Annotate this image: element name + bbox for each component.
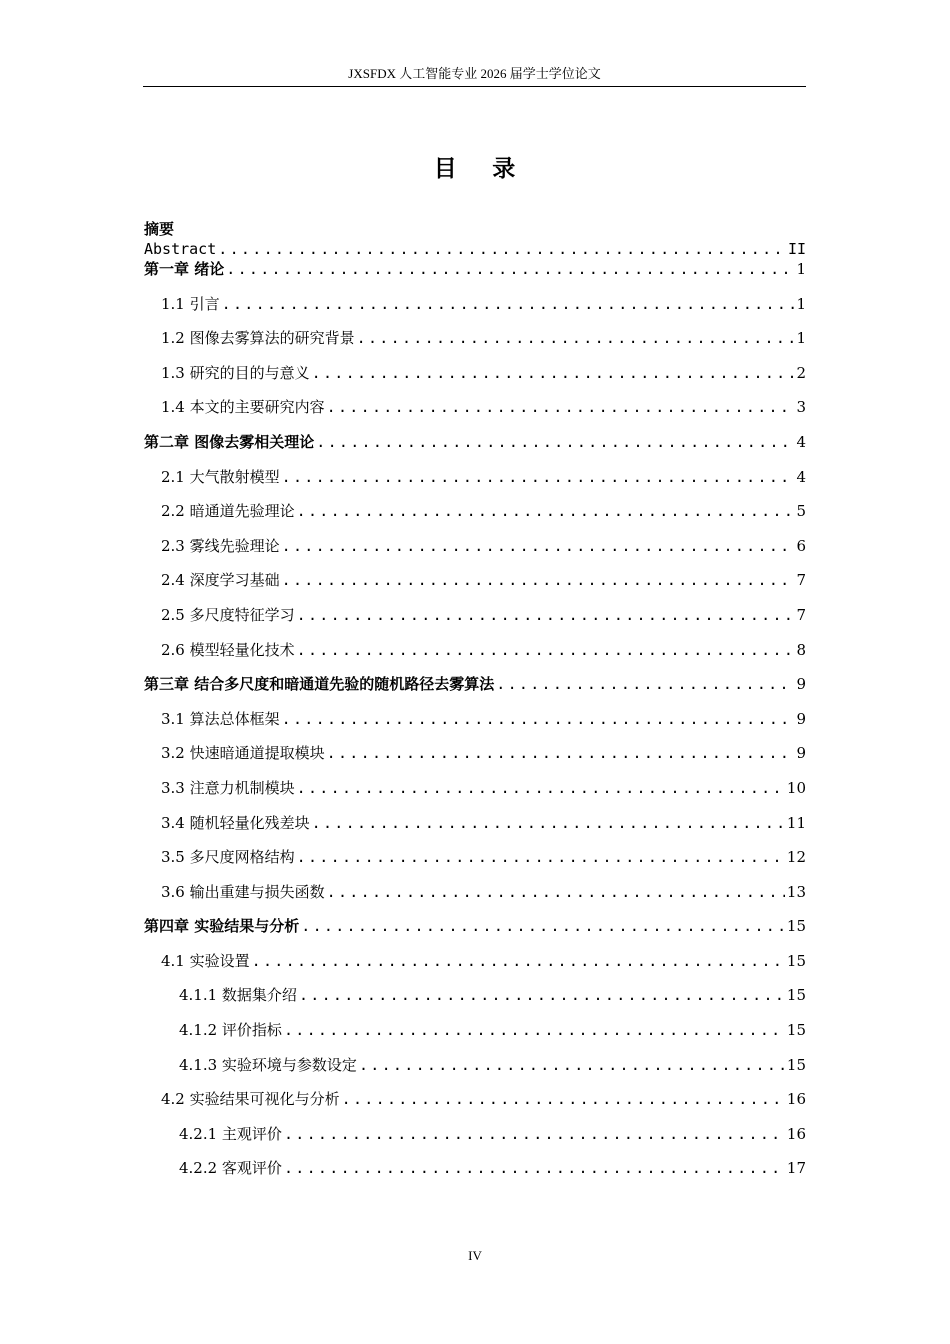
page-number: IV [468, 1248, 482, 1263]
toc-entry-page: 10 [786, 778, 806, 797]
toc-entry-page: 7 [796, 605, 806, 624]
toc-entry-title: 4.1.1 数据集介绍 [179, 986, 297, 1005]
toc-entry[interactable] [144, 1158, 806, 1193]
toc-entry[interactable] [144, 743, 806, 778]
toc-entry-title: 1.1 引言 [161, 294, 220, 313]
toc-entry[interactable] [144, 363, 806, 398]
toc-entry-title: 4.1.3 实验环境与参数设定 [179, 1055, 357, 1074]
running-header: JXSFDX 人工智能专业 2026 届学士学位论文 [348, 66, 601, 81]
toc-entry-page: 4 [796, 432, 806, 451]
toc-leader-dots [226, 259, 794, 279]
toc-entry-page: 16 [786, 1090, 806, 1109]
toc-entry[interactable] [144, 1020, 806, 1055]
toc-leader-dots [282, 709, 795, 729]
toc-leader-dots [327, 882, 785, 902]
toc-entry[interactable] [144, 219, 806, 239]
toc-entry-page: 1 [796, 329, 806, 348]
toc-entry-title: 2.2 暗通道先验理论 [161, 502, 295, 521]
toc-entry[interactable] [144, 536, 806, 571]
toc-leader-dots [218, 239, 786, 259]
toc-entry-title: 3.2 快速暗通道提取模块 [161, 744, 325, 763]
toc-entry-title: 4.1.2 评价指标 [179, 1021, 282, 1040]
toc-entry[interactable] [144, 985, 806, 1020]
toc-entry[interactable] [144, 813, 806, 848]
toc-entry-page: 9 [796, 744, 806, 763]
toc-entry[interactable] [144, 1089, 806, 1124]
toc-entry[interactable] [144, 674, 806, 709]
toc-entry-title: 4.2.1 主观评价 [179, 1124, 282, 1143]
toc-entry-title: 3.3 注意力机制模块 [161, 778, 295, 797]
toc-title: 目 录 [433, 156, 530, 182]
toc-entry[interactable] [144, 778, 806, 813]
toc-entry-page: 13 [786, 882, 806, 901]
toc-entry-page: 1 [796, 260, 806, 278]
toc-entry-page: 16 [786, 1124, 806, 1143]
toc-leader-dots [297, 847, 785, 867]
toc-entry-page: 11 [786, 813, 806, 832]
toc-leader-dots [312, 363, 795, 383]
toc-leader-dots [316, 432, 794, 452]
toc-entry-title: 第四章 实验结果与分析 [144, 917, 300, 936]
toc-leader-dots [282, 570, 795, 590]
toc-entry[interactable] [144, 1124, 806, 1159]
toc-entry[interactable] [144, 432, 806, 467]
toc-entry-title: 1.4 本文的主要研究内容 [161, 398, 325, 417]
toc-entry-page: 2 [796, 363, 806, 382]
toc-leader-dots [327, 743, 795, 763]
toc-entry-page: 8 [796, 640, 806, 659]
toc-entry[interactable] [144, 605, 806, 640]
toc-leader-dots [284, 1158, 785, 1178]
toc-entry-title: Abstract [144, 240, 217, 258]
toc-entry-page: 15 [786, 1021, 806, 1040]
toc-entry[interactable] [144, 1055, 806, 1090]
toc-entry-title: 2.1 大气散射模型 [161, 467, 280, 486]
toc-entry-page: 6 [796, 536, 806, 555]
toc-leader-dots [284, 1020, 785, 1040]
toc-entry-title: 第二章 图像去雾相关理论 [144, 432, 315, 451]
toc-leader-dots [282, 536, 795, 556]
toc-entry-title: 第一章 绪论 [144, 260, 225, 278]
toc-leader-dots [301, 916, 785, 936]
toc-leader-dots [282, 467, 795, 487]
toc-entry-page: 15 [786, 986, 806, 1005]
toc-entry[interactable] [144, 570, 806, 605]
toc-entry-page: 15 [786, 1055, 806, 1074]
toc-entry[interactable] [144, 640, 806, 675]
toc-entry-page: 1 [796, 294, 806, 313]
toc-entry[interactable] [144, 882, 806, 917]
toc-entry-title: 4.2 实验结果可视化与分析 [161, 1090, 340, 1109]
toc-entry[interactable] [144, 467, 806, 502]
toc-entry[interactable] [144, 709, 806, 744]
toc-leader-dots [312, 813, 785, 833]
toc-entry[interactable] [144, 259, 806, 294]
toc-entry-page: 9 [796, 709, 806, 728]
toc-entry[interactable] [144, 847, 806, 882]
toc-leader-dots [222, 294, 795, 314]
toc-entry-title: 3.1 算法总体框架 [161, 709, 280, 728]
toc-leader-dots [297, 640, 795, 660]
toc-leader-dots [297, 778, 785, 798]
table-of-contents [144, 219, 806, 1193]
toc-entry[interactable] [144, 916, 806, 951]
toc-entry[interactable] [144, 294, 806, 329]
toc-entry-title: 4.1 实验设置 [161, 951, 250, 970]
toc-leader-dots [496, 674, 794, 694]
toc-entry-title: 第三章 结合多尺度和暗通道先验的随机路径去雾算法 [144, 675, 495, 694]
toc-entry-page: 15 [786, 951, 806, 970]
toc-entry-title: 2.6 模型轻量化技术 [161, 640, 295, 659]
toc-entry-title: 3.4 随机轻量化残差块 [161, 813, 310, 832]
toc-leader-dots [252, 951, 785, 971]
toc-entry-title: 1.2 图像去雾算法的研究背景 [161, 329, 355, 348]
toc-entry-page: 12 [786, 848, 806, 867]
toc-entry[interactable] [144, 397, 806, 432]
toc-entry-page: 7 [796, 571, 806, 590]
toc-entry[interactable] [144, 501, 806, 536]
toc-entry-page: 3 [796, 398, 806, 417]
toc-leader-dots [342, 1089, 785, 1109]
toc-entry-page: 15 [786, 917, 806, 936]
toc-entry[interactable] [144, 951, 806, 986]
toc-leader-dots [299, 985, 785, 1005]
toc-entry-title: 1.3 研究的目的与意义 [161, 363, 310, 382]
toc-entry-page: 4 [796, 467, 806, 486]
toc-leader-dots [284, 1124, 785, 1144]
toc-entry-title: 2.4 深度学习基础 [161, 571, 280, 590]
toc-entry-page: II [787, 240, 806, 258]
header-divider [143, 86, 806, 87]
toc-leader-dots [297, 605, 795, 625]
toc-entry-title: 3.5 多尺度网格结构 [161, 848, 295, 867]
toc-entry-title: 2.5 多尺度特征学习 [161, 605, 295, 624]
toc-leader-dots [327, 397, 795, 417]
toc-entry[interactable] [144, 328, 806, 363]
toc-leader-dots [297, 501, 795, 521]
toc-entry-page: 5 [796, 502, 806, 521]
toc-entry-title: 4.2.2 客观评价 [179, 1159, 282, 1178]
toc-leader-dots [359, 1055, 785, 1075]
toc-entry-title: 3.6 输出重建与损失函数 [161, 882, 325, 901]
toc-entry-page: 9 [796, 675, 806, 694]
toc-leader-dots [357, 328, 795, 348]
toc-entry-title: 摘要 [144, 220, 175, 238]
toc-entry-title: 2.3 雾线先验理论 [161, 536, 280, 555]
toc-entry[interactable] [144, 239, 806, 259]
toc-entry-page: 17 [786, 1159, 806, 1178]
